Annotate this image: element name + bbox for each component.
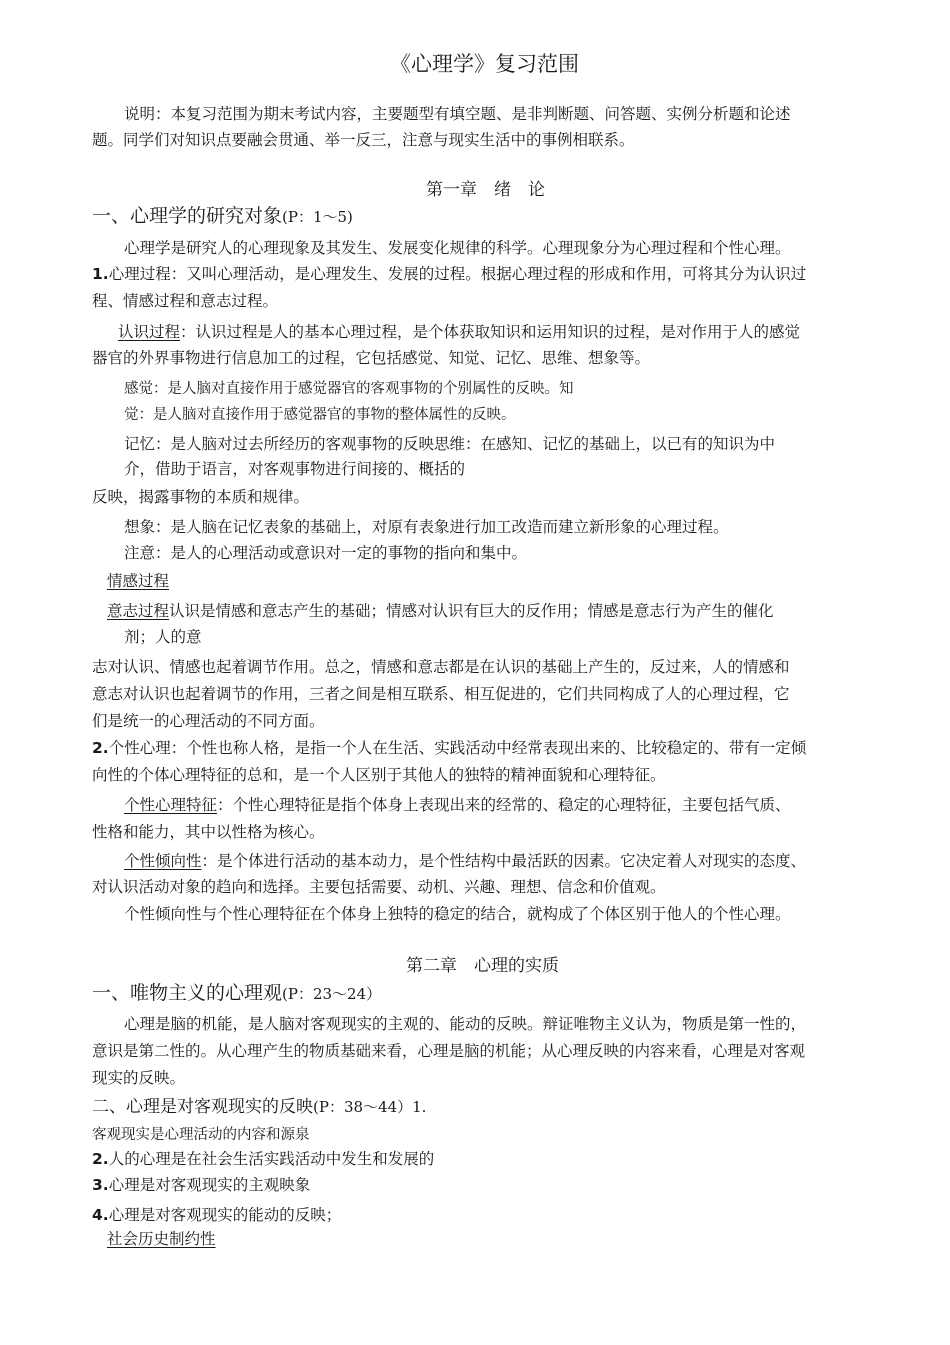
chapter-1-heading: 第一章 绪 论 (426, 180, 545, 200)
will-line-3: 志对认识、情感也起着调节作用。总之，情感和意志都是在认识的基础上产生的，反过来，人的情感和 (92, 658, 790, 676)
ch1-para-3-line-1 (106, 322, 800, 342)
ch1-para-4-line-2: 向性的个体心理特征的总和，是一个人区别于其他人的独特的精神面貌和心理特征。 (92, 766, 666, 784)
ch2-section-1-heading (92, 983, 381, 1004)
section-page-ref: (P：38～44）1. (313, 1098, 427, 1116)
imagination-line: 想象：是人脑在记忆表象的基础上，对原有表象进行加工改造而建立新形象的心理过程。 (124, 518, 729, 536)
ch1-para-5-line-1 (124, 795, 791, 815)
ch1-para-6-line-1 (124, 851, 806, 871)
ch2-list-item-2 (92, 1149, 434, 1169)
para-text: ：是个体进行活动的基本动力，是个性结构中最活跃的因素。它决定着人对现实的态度、 (201, 852, 807, 870)
item-text: 心理是对客观现实的主观映象 (108, 1176, 311, 1194)
para-text: ：个性心理特征是指个体身上表现出来的经常的、稳定的心理特征，主要包括气质、 (217, 796, 791, 814)
ch2-para-1-line-2: 意识是第二性的。从心理产生的物质基础来看，心理是脑的机能；从心理反映的内容来看，心理是对客观 (92, 1042, 806, 1060)
page-title: 《心理学》复习范围 (390, 52, 579, 76)
ch2-para-1-line-3: 现实的反映。 (92, 1069, 186, 1087)
term-social-history: 社会历史制约性 (107, 1230, 216, 1248)
item-text: 人的心理是在社会生活实践活动中发生和发展的 (108, 1150, 435, 1168)
chapter-2-heading: 第二章 心理的实质 (406, 956, 559, 976)
para-text: 心理过程：又叫心理活动，是心理发生、发展的过程。根据心理过程的形成和作用，可将其分为认识过 (108, 265, 807, 283)
ch1-para-2-line-1 (92, 264, 806, 284)
term-personality-traits: 个性心理特征 (124, 796, 218, 814)
intro-line-1: 说明：本复习范围为期末考试内容，主要题型有填空题、是非判断题、问答题、实例分析题和论述 (124, 105, 791, 123)
ch1-para-5-line-2: 性格和能力，其中以性格为核心。 (92, 823, 325, 841)
ch1-para-1: 心理学是研究人的心理现象及其发生、发展变化规律的科学。心理现象分为心理过程和个性心理。 (124, 239, 791, 257)
item-text: 心理是对客观现实的能动的反映； (108, 1206, 342, 1224)
ch2-para-1-line-1: 心理是脑的机能，是人脑对客观现实的主观的、能动的反映。辩证唯物主义认为，物质是第一性的， (124, 1015, 807, 1033)
term-emotion-process: 情感过程 (107, 572, 170, 590)
section-page-ref: (P：23～24） (282, 985, 382, 1003)
memory-line-2: 介，借助于语言，对客观事物进行间接的、概括的 (124, 460, 466, 478)
ch2-list-item-1: 客观现实是心理活动的内容和源泉 (92, 1127, 310, 1143)
ch1-para-6-line-2: 对认识活动对象的趋向和选择。主要包括需要、动机、兴趣、理想、信念和价值观。 (92, 878, 666, 896)
ch1-para-4-line-1 (92, 738, 806, 758)
will-line-5: 们是统一的心理活动的不同方面。 (92, 712, 325, 730)
intro-line-2: 题。同学们对知识点要融会贯通、举一反三，注意与现实生活中的事例相联系。 (92, 131, 635, 149)
will-line-4: 意志对认识也起着调节的作用，三者之间是相互联系、相互促进的，它们共同构成了人的心理过程，它 (92, 685, 790, 703)
memory-line-1: 记忆：是人脑对过去所经历的客观事物的反映思维：在感知、记忆的基础上，以已有的知识为中 (124, 435, 776, 453)
para-text: ：认识过程是人的基本心理过程，是个体获取知识和运用知识的过程，是对作用于人的感觉 (180, 323, 801, 341)
para-text: 认识是情感和意志产生的基础；情感对认识有巨大的反作用；情感是意志行为产生的催化 (169, 602, 774, 620)
para-text: 个性心理：个性也称人格，是指一个人在生活、实践活动中经常表现出来的、比较稳定的、带有一定倾 (108, 739, 807, 757)
ch2-section-2-heading (92, 1097, 426, 1117)
memory-line-3: 反映，揭露事物的本质和规律。 (92, 488, 310, 506)
section-1-title: 一、心理学的研究对象 (92, 205, 283, 227)
perception-line: 觉：是人脑对直接作用于感觉器官的事物的整体属性的反映。 (124, 407, 516, 423)
term-will-process: 意志过程 (107, 602, 170, 620)
section-1-page-ref: (P：1～5) (282, 208, 353, 226)
ch1-para-7: 个性倾向性与个性心理特征在个体身上独特的稳定的结合，就构成了个体区别于他人的个性心理。 (124, 905, 791, 923)
ch1-para-3-line-2: 器官的外界事物进行信息加工的过程，它包括感觉、知觉、记忆、思维、想象等。 (92, 349, 651, 367)
item-number: 2. (92, 1150, 109, 1168)
item-number: 4. (92, 1206, 109, 1224)
ch1-para-2-line-2: 程、情感过程和意志过程。 (92, 292, 279, 310)
ch2-list-item-3 (92, 1175, 310, 1195)
will-line-2: 剂；人的意 (124, 628, 202, 646)
item-number: 3. (92, 1176, 109, 1194)
section-title: 一、唯物主义的心理观 (92, 982, 283, 1004)
section-1-heading (92, 206, 353, 227)
section-title: 二、心理是对客观现实的反映 (92, 1097, 313, 1117)
item-number: 2. (92, 739, 109, 757)
attention-line: 注意：是人的心理活动或意识对一定的事物的指向和集中。 (124, 544, 528, 562)
sensation-line: 感觉：是人脑对直接作用于感觉器官的客观事物的个别属性的反映。知 (124, 381, 574, 397)
term-personality-tendency: 个性倾向性 (124, 852, 202, 870)
term-cognition: 认识过程 (118, 323, 181, 341)
ch2-list-item-4 (92, 1205, 341, 1225)
will-line-1 (107, 601, 774, 621)
item-number: 1. (92, 265, 109, 283)
